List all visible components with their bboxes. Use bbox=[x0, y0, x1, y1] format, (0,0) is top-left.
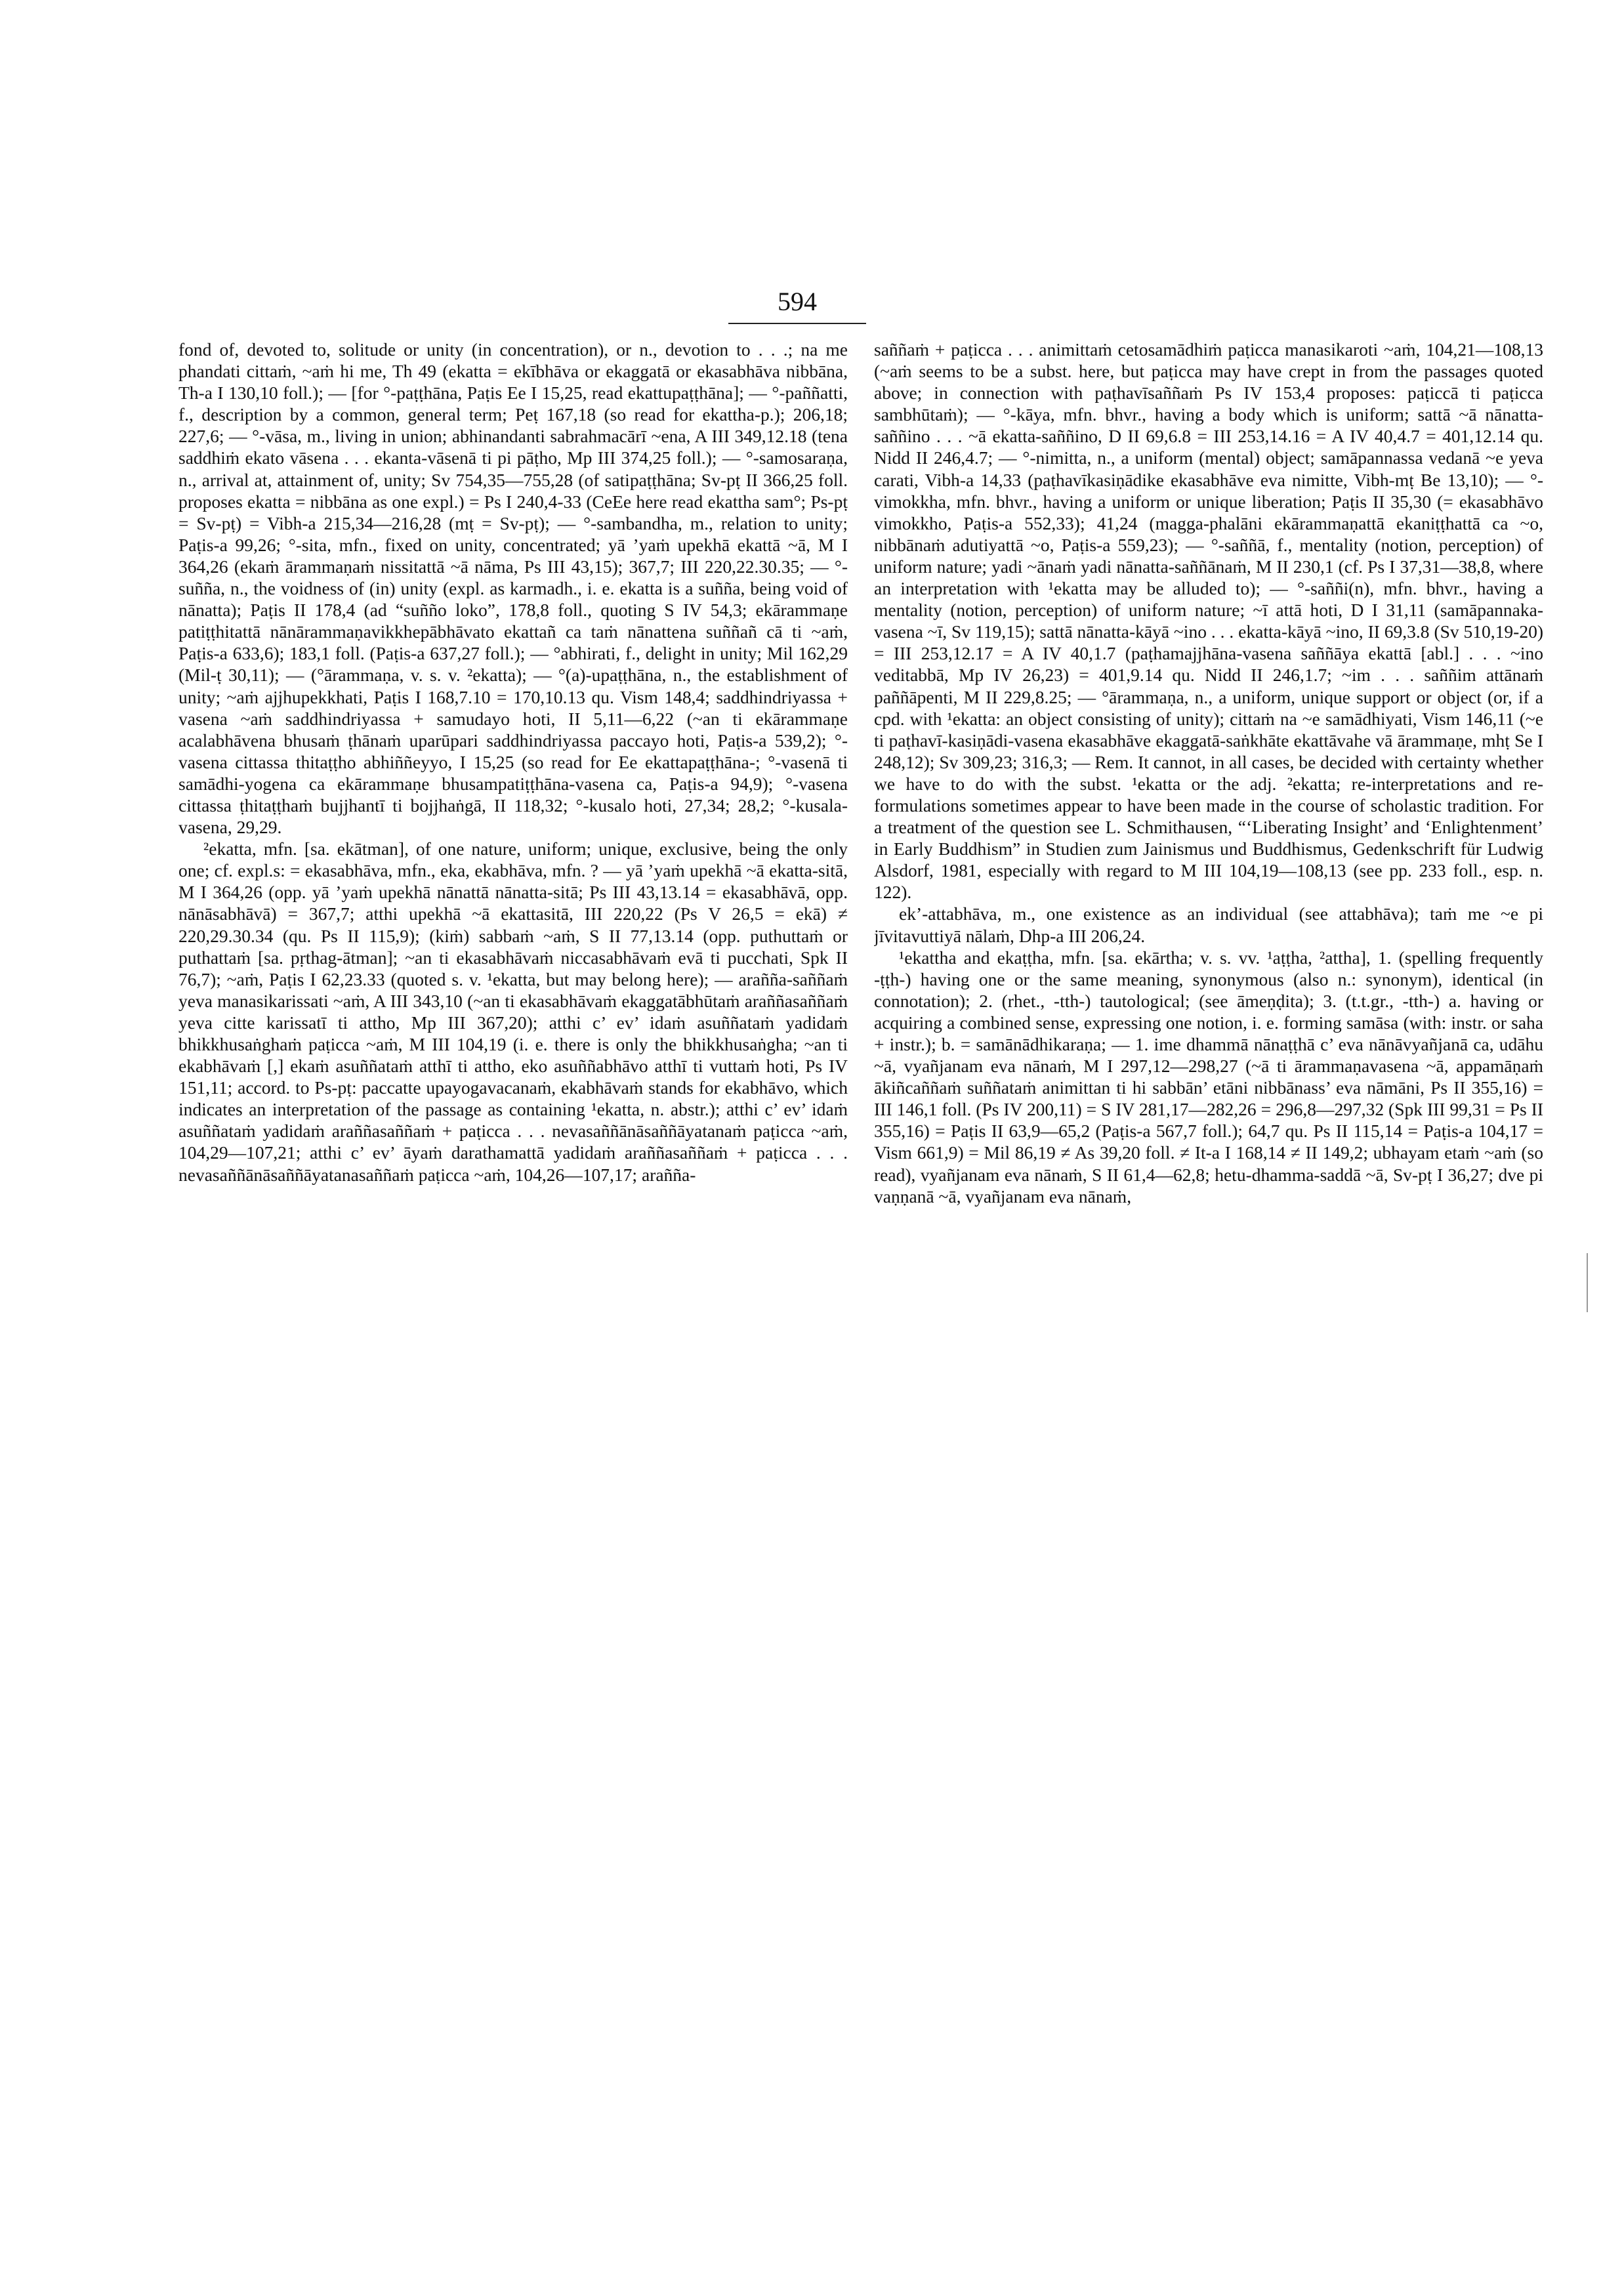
dictionary-entry-continued: saññaṁ + paṭicca . . . animittaṁ cetosamādhiṁ paṭicca manasikaroti ~aṁ, 104,21—108,13 (~aṁ seems to be a subst. here, but paṭicca may have crept in from the passages quoted above; in connection with paṭhavīsaññaṁ Ps IV 153,4 proposes: paṭiccā ti paṭicca sambhūtaṁ); — °-kāya, mfn. bhvr., having a body which is uniform; sattā ~ā nānatta-saññino . . . ~ā ekatta-saññino, D II 69,6.8 = III 253,14.16 = A IV 40,4.7 = 401,12.14 qu. Nidd II 246,4.7; — °-nimitta, n., a uniform (mental) object; samāpannassa vedanā ~e yeva carati, Vibh-a 14,33 (paṭhavīkasiṇādike ekasabhāve eva nimitte, Vibh-mṭ Be 13,10); — °-vimokkha, mfn. bhvr., having a uniform or unique liberation; Paṭis II 35,30 (= ekasabhāvo vimokkho, Paṭis-a 552,33); 41,24 (magga-phalāni ekārammaṇattā ekaniṭṭhattā ca ~o, nibbānaṁ adutiyattā ~o, Paṭis-a 559,23); — °-saññā, f., mentality (notion, perception) of uniform nature; yadi ~ānaṁ yadi nānatta-saññānaṁ, M II 230,1 (cf. Ps I 37,31—38,8, where an interpretation with ¹ekatta may be alluded to); — °-saññi(n), mfn. bhvr., having a mentality (notion, perception) of uniform nature; ~ī attā hoti, D I 31,11 (samāpannaka-vasena ~ī, Sv 119,15); sattā nānatta-kāyā ~ino . . . ekatta-kāyā ~ino, II 69,3.8 (Sv 510,19-20) = III 253,12.17 = A IV 40,1.7 (paṭhamajjhāna-vasena saññāya ekattā [abl.] . . . ~ino veditabbā, Mp IV 26,23) = 401,9.14 qu. Nidd II 246,1.7; ~im . . . saññim attānaṁ paññāpenti, M II 229,8.25; — °ārammaṇa, n., a uniform, unique support or object (or, if a cpd. with ¹ekatta: an object consisting of unity); cittaṁ na ~e samādhiyati, Vism 146,11 (~e ti paṭhavī-kasiṇādi-vasena ekasabhāve ekaggatā-saṅkhāte ekattāvahe vā ārammaṇe, mhṭ Se I 248,12); Sv 309,23; 316,3; — Rem. It cannot, in all cases, be decided with certainty whether we have to do with the subst. ¹ekatta or the adj. ²ekatta; re-interpretations and re-formulations sometimes appear to have been made in the course of scholastic tradition. For a treatment of the question see L. Schmithausen, “‘Liberating Insight’ and ‘Enlightenment’ in Early Buddhism” in Studien zum Jainismus und Buddhismus, Gedenkschrift für Ludwig Alsdorf, 1981, especially with regard to M III 104,19—108,13 (see pp. 233 foll., esp. n. 122). bbox=[874, 339, 1543, 903]
margin-mark bbox=[1587, 1253, 1588, 1312]
page-number: 594 bbox=[778, 287, 817, 316]
dictionary-entry-ekatta-2: ²ekatta, mfn. [sa. ekātman], of one nature, uniform; unique, exclusive, being the only one; cf. expl.s: = ekasabhāva, mfn., eka, ekabhāva, mfn. ? — yā ’yaṁ upekhā ~ā ekatta-sitā, M I 364,26 (opp. yā ’yaṁ upekhā nānattā nānatta-sitā; Ps III 43,13.14 = ekasabhāvā, opp. nānāsabhāvā) = 367,7; atthi upekhā ~ā ekattasitā, III 220,22 (Ps V 26,5 = ekā) ≠ 220,29.30.34 (qu. Ps II 115,9); (kiṁ) sabbaṁ ~aṁ, S II 77,13.14 (opp. puthuttaṁ or puthattaṁ [sa. pṛthag-ātman]; ~an ti ekasabhāvaṁ niccasabhāvaṁ evā ti pucchati, Spk II 76,7); ~aṁ, Paṭis I 62,23.33 (quoted s. v. ¹ekatta, but may belong here); — arañña-saññaṁ yeva manasikarissati ~aṁ, A III 343,10 (~an ti ekasabhāvaṁ ekaggatābhūtaṁ araññasaññaṁ yeva citte karissatī ti attho, Mp III 367,20); atthi c’ ev’ idaṁ asuññataṁ yadidaṁ bhikkhusaṅghaṁ paṭicca ~aṁ, M III 104,19 (i. e. there is only the bhikkhusaṅgha; ~an ti ekabhāvaṁ [,] ekaṁ asuññataṁ atthī ti attho, eko asuññabhāvo atthī ti vuttaṁ hoti, Ps IV 151,11; accord. to Ps-pṭ: paccatte upayogavacanaṁ, ekabhāvaṁ stands for ekabhāvo, which indicates an interpretation of the passage as containing ¹ekatta, n. abstr.); atthi c’ ev’ idaṁ asuññataṁ yadidaṁ araññasaññaṁ + paṭicca . . . nevasaññānāsaññāyatanaṁ paṭicca ~aṁ, 104,29—107,21; atthi c’ ev’ āyaṁ darathamattā yadidaṁ araññasaññaṁ + paṭicca . . . nevasaññānāsaññāyatanasaññaṁ paṭicca ~aṁ, 104,26—107,17; arañña- bbox=[178, 838, 848, 1185]
right-column bbox=[874, 339, 1543, 2241]
page-number-rule bbox=[728, 323, 866, 324]
dictionary-entry-continued: fond of, devoted to, solitude or unity (in concentration), or n., devotion to . . .; na me phandati cittaṁ, ~aṁ hi me, Th 49 (ekatta = ekībhāva or ekaggatā or ekasabhāva nibbāna, Th-a I 130,10 foll.); — [for °-paṭṭhāna, Paṭis Ee I 15,25, read ekattupaṭṭhāna]; — °-paññatti, f., description by a common, general term; Peṭ 167,18 (so read for ekattha-p.); 206,18; 227,6; — °-vāsa, m., living in union; abhinandanti sabrahmacārī ~ena, A III 349,12.18 (tena saddhiṁ ekato vāsena . . . ekanta-vāsenā ti pi pāṭho, Mp III 374,25 foll.); — °-samosaraṇa, n., arrival at, attainment of, unity; Sv 754,35—755,28 (of satipaṭṭhāna; Sv-pṭ II 366,25 foll. proposes ekatta = nibbāna as one expl.) = Ps I 240,4-33 (CeEe here read ekattha sam°; Ps-pṭ = Sv-pṭ) = Vibh-a 215,34—216,28 (mṭ = Sv-pṭ); — °-sambandha, m., relation to unity; Paṭis-a 99,26; °-sita, mfn., fixed on unity, concentrated; yā ’yaṁ upekhā ekattā ~ā, M I 364,26 (ekaṁ ārammaṇaṁ nissitattā ~ā nāma, Ps III 43,15); 367,7; III 220,22.30.35; — °-suñña, n., the voidness of (in) unity (expl. as karmadh., i. e. ekatta is a suñña, being void of nānatta); Paṭis II 178,4 (ad “suñño loko”, 178,8 foll., quoting S IV 54,3; ekārammaṇe patiṭṭhitattā nānārammaṇavikkhepābhāvato ekattañ ca taṁ nānattena suññañ cā ti ~aṁ, Paṭis-a 633,6); 183,1 foll. (Paṭis-a 637,27 foll.); — °abhirati, f., delight in unity; Mil 162,29 (Mil-ṭ 30,11); — (°ārammaṇa, v. s. v. ²ekatta); — °(a)-upaṭṭhāna, n., the establishment of unity; ~aṁ ajjhupekkhati, Paṭis I 168,7.10 = 170,10.13 qu. Vism 148,4; saddhindriyassa + vasena ~aṁ saddhindriyassa + samudayo hoti, II 5,11—6,22 (~an ti ekārammaṇe acalabhāvena bhusaṁ ṭhānaṁ uparūpari saddhindriyassa paccayo hoti, Paṭis-a 539,2); °-vasena cittassa thitaṭṭho abhiññeyyo, I 15,25 (so read for Ee ekattapaṭṭhāna-; °-vasenā ti samādhi-yogena ca ekārammaṇe bhusampatiṭṭhāna-vasena ca, Paṭis-a 94,9); °-vasena cittassa ṭhitaṭṭhaṁ bujjhantī ti bojjhaṅgā, II 118,32; °-kusalo hoti, 27,34; 28,2; °-kusala-vasena, 29,29. bbox=[178, 339, 848, 838]
dictionary-entry-ek-attabhava: ek’-attabhāva, m., one existence as an individual (see attabhāva); taṁ me ~e pi jīvitavuttiyā nālaṁ, Dhp-a III 206,24. bbox=[874, 903, 1543, 946]
dictionary-entry-ekattha: ¹ekattha and ekaṭṭha, mfn. [sa. ekārtha; v. s. vv. ¹aṭṭha, ²attha], 1. (spelling frequently -ṭṭh-) having one or the same meaning, synonymous (also n.: synonym), identical (in connotation); 2. (rhet., -tth-) tautological; (see āmeṇḍita); 3. (t.t.gr., -tth-) a. having or acquiring a combined sense, expressing one notion, i. e. forming samāsa (with: instr. or saha + instr.); b. = samānādhikaraṇa; — 1. ime dhammā nānaṭṭhā c’ eva nānāvyañjanā ca, udāhu ~ā, vyañjanam eva nānaṁ, M I 297,12—298,27 (~ā ti ārammaṇavasena ~ā, appamāṇaṁ ākiñcaññaṁ suññataṁ animittan ti hi sabbān’ etāni nibbānass’ eva nāmāni, Ps II 355,16) = III 146,1 foll. (Ps IV 200,11) = S IV 281,17—282,26 = 296,8—297,32 (Spk III 99,31 = Ps II 355,16) = Paṭis II 63,9—65,2 (Paṭis-a 567,7 foll.); 64,7 qu. Ps II 115,14 = Paṭis-a 104,17 = Vism 661,9) = Mil 86,19 ≠ As 39,20 foll. ≠ It-a I 168,14 ≠ II 149,2; ubhayam etaṁ ~aṁ (so read), vyañjanam eva nānaṁ, S II 61,4—62,8; hetu-dhamma-saddā ~ā, Sv-pṭ I 36,27; dve pi vaṇṇanā ~ā, vyañjanam eva nānaṁ, bbox=[874, 947, 1543, 1207]
left-column bbox=[178, 339, 848, 2241]
